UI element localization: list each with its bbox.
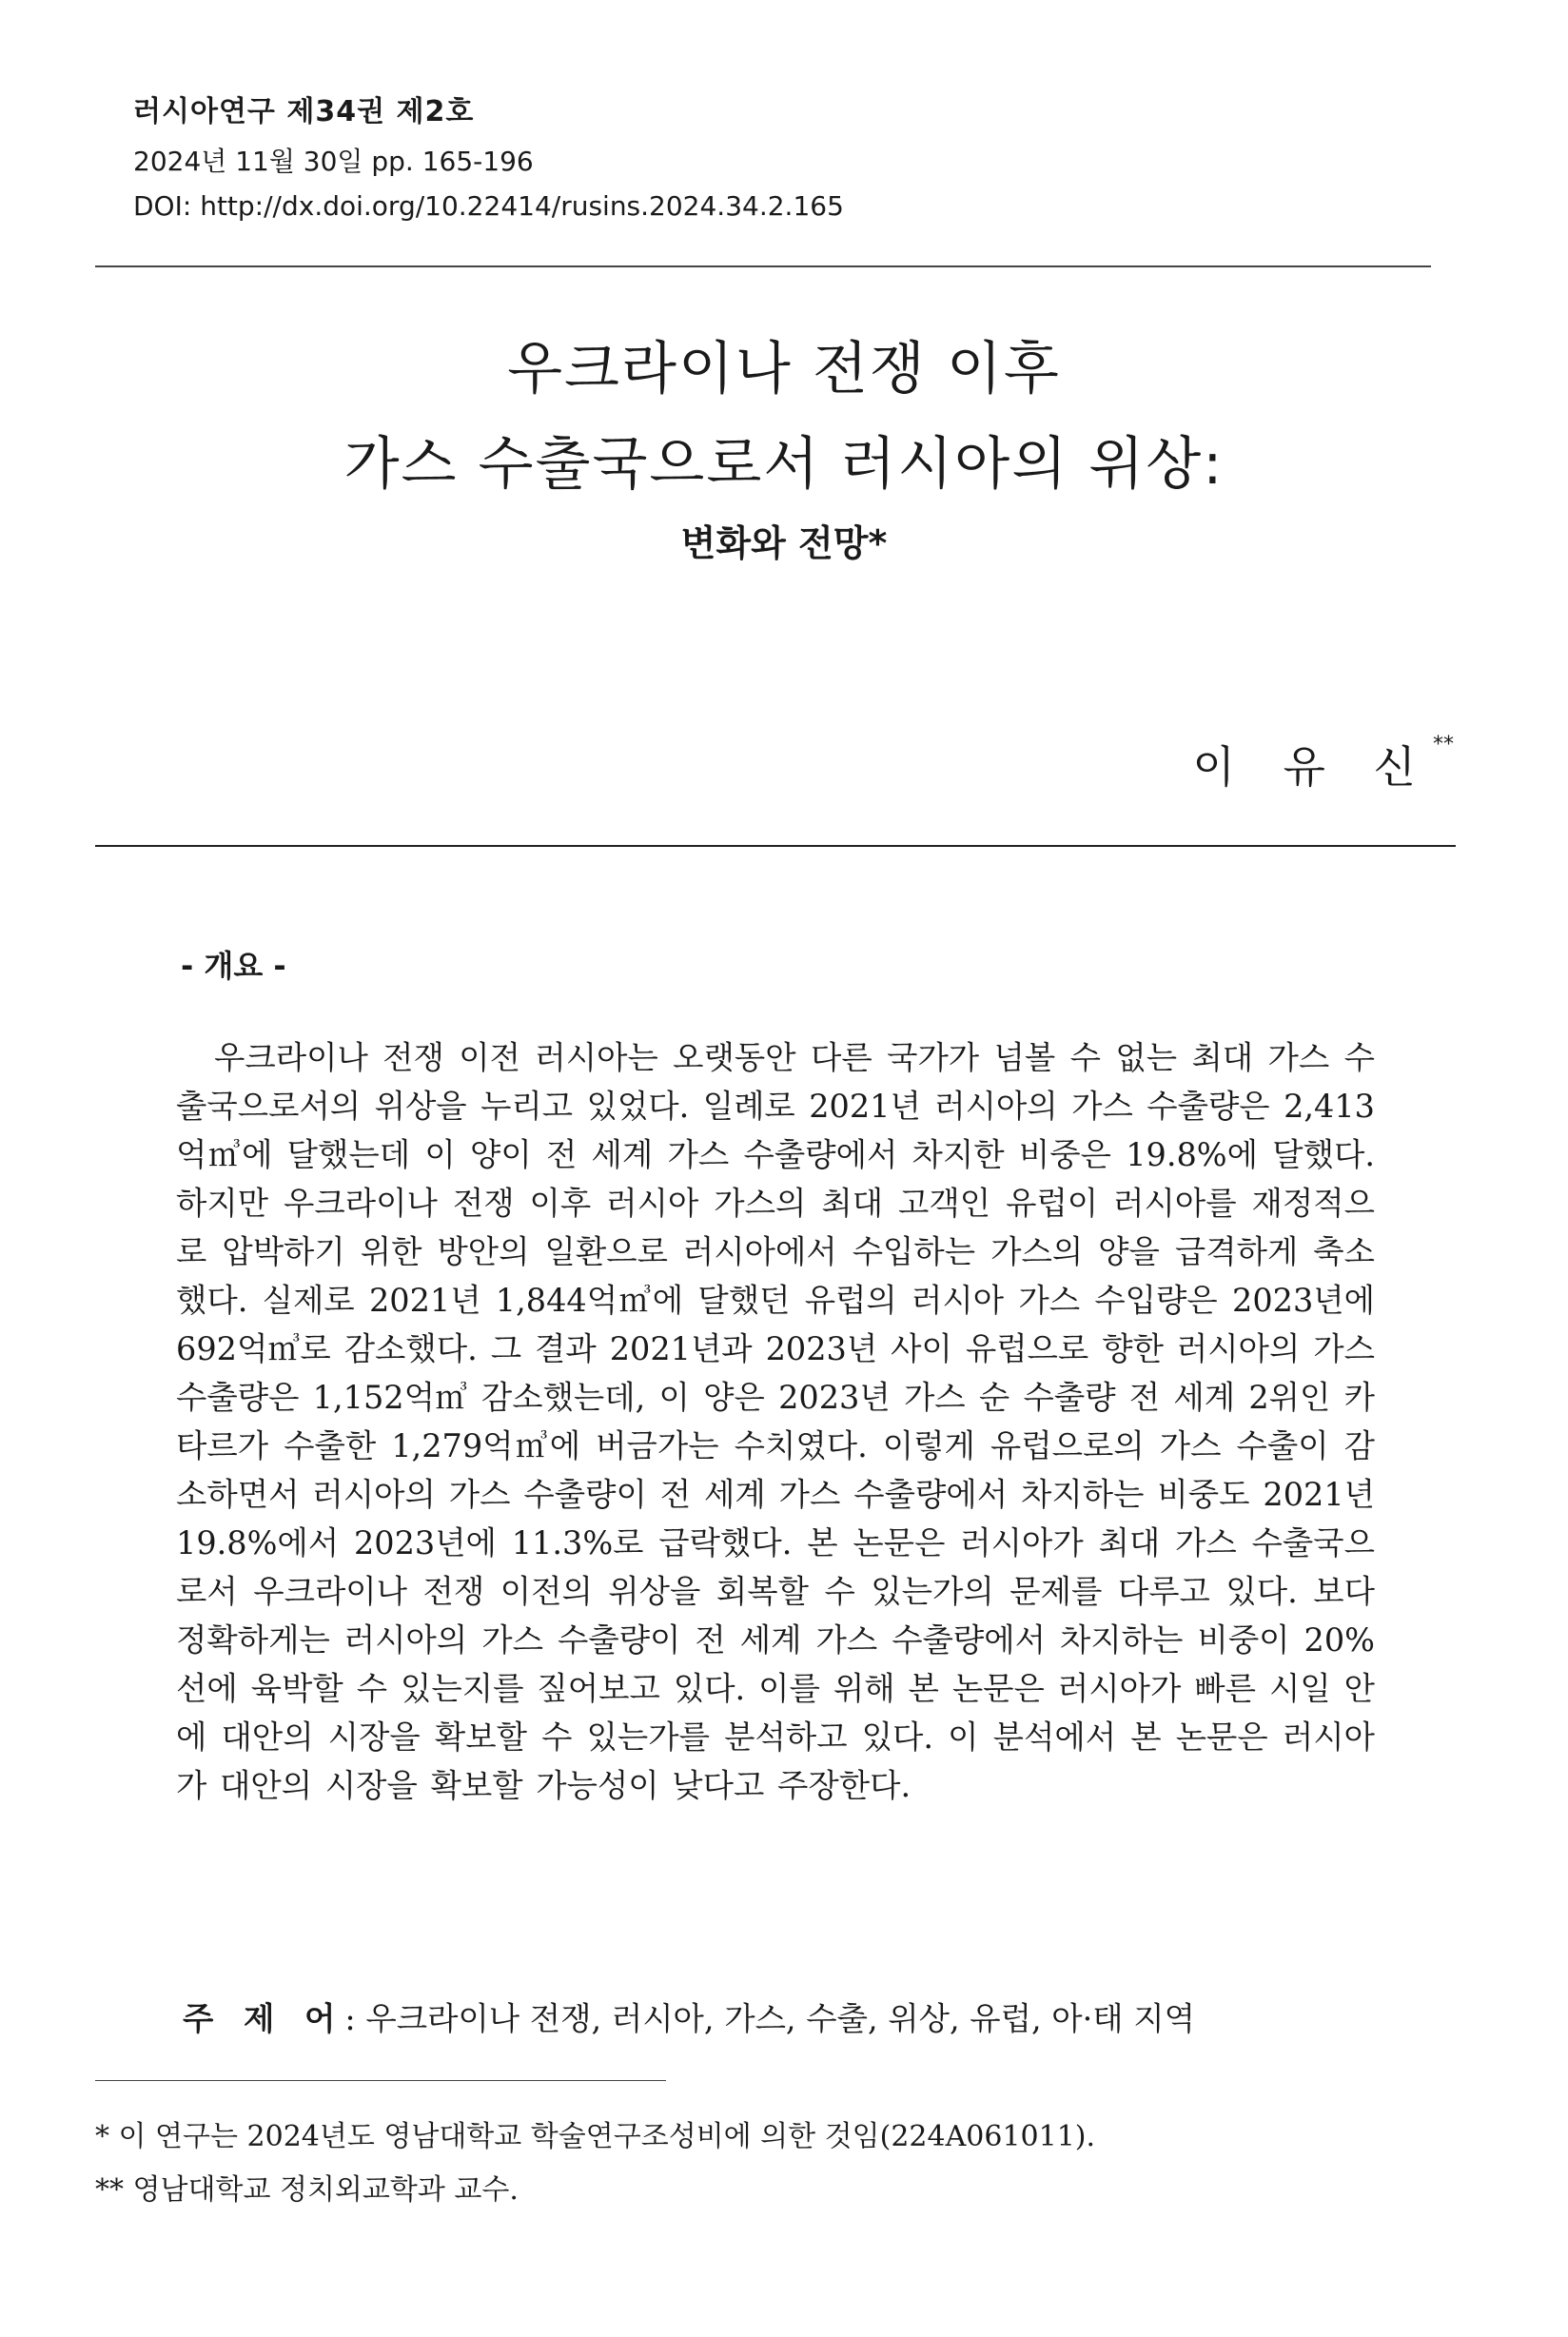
keywords-label: 주 제 어 — [183, 2000, 345, 2037]
footnote-affiliation: ** 영남대학교 정치외교학과 교수. — [95, 2173, 519, 2207]
journal-name: 러시아연구 제34권 제2호 — [133, 95, 475, 128]
paper-subtitle: 변화와 전망* — [680, 522, 888, 564]
header-divider — [95, 265, 1431, 267]
author-name: 이 유 신 — [1192, 741, 1433, 793]
author-divider — [95, 845, 1456, 847]
footnote-funding: * 이 연구는 2024년도 영남대학교 학술연구조성비에 의한 것임(224A061011). — [95, 2120, 1096, 2153]
paper-title-line-1: 우크라이나 전쟁 이후 — [507, 336, 1061, 403]
abstract-heading: - 개요 - — [181, 948, 286, 984]
paper-title-line-2: 가스 수출국으로서 러시아의 위상: — [343, 431, 1225, 498]
abstract-body: 우크라이나 전쟁 이전 러시아는 오랫동안 다른 국가가 넘볼 수 없는 최대 가스 수출국으로서의 위상을 누리고 있었다. 일례로 2021년 러시아의 가스 수출량은 2,413억㎥에 달했는데 이 양이 전 세계 가스 수출량에서 차지한 비중은 19.8%에 달했다. 하지만 우크라이나 전쟁 이후 러시아 가스의 최대 고객인 유럽이 러시아를 재정적으로 압박하기 위한 방안의 일환으로 러시아에서 수입하는 가스의 양을 급격하게 축소했다. 실제로 2021년 1,844억㎥에 달했던 유럽의 러시아 가스 수입량은 2023년에 692억㎥로 감소했다. 그 결과 2021년과 2023년 사이 유럽으로 향한 러시아의 가스 수출량은 1,152억㎥ 감소했는데, 이 양은 2023년 가스 순 수출량 전 세계 2위인 카타르가 수출한 1,279억㎥에 버금가는 수치였다. 이렇게 유럽으로의 가스 수출이 감소하면서 러시아의 가스 수출량이 전 세계 가스 수출량에서 차지하는 비중도 2021년 19.8%에서 2023년에 11.3%로 급락했다. 본 논문은 러시아가 최대 가스 수출국으로서 우크라이나 전쟁 이전의 위상을 회복할 수 있는가의 문제를 다루고 있다. 보다 정확하게는 러시아의 가스 수출량이 전 세계 가스 수출량에서 차지하는 비중이 20%선에 육박할 수 있는지를 짚어보고 있다. 이를 위해 본 논문은 러시아가 빠른 시일 안에 대안의 시장을 확보할 수 있는가를 분석하고 있다. 이 분석에서 본 논문은 러시아가 대안의 시장을 확보할 가능성이 낮다고 주장한다. — [176, 1039, 1375, 1804]
author-footnote-mark: ** — [1433, 733, 1454, 756]
keywords — [183, 1993, 1420, 2039]
author-line — [1192, 733, 1454, 795]
doi-link[interactable]: DOI: http://dx.doi.org/10.22414/rusins.2024.34.2.165 — [133, 190, 844, 222]
footnote-divider — [95, 2080, 666, 2081]
keywords-value: : 우크라이나 전쟁, 러시아, 가스, 수출, 위상, 유럽, 아·태 지역 — [344, 2000, 1196, 2037]
publication-date-pages: 2024년 11월 30일 pp. 165-196 — [133, 146, 534, 177]
